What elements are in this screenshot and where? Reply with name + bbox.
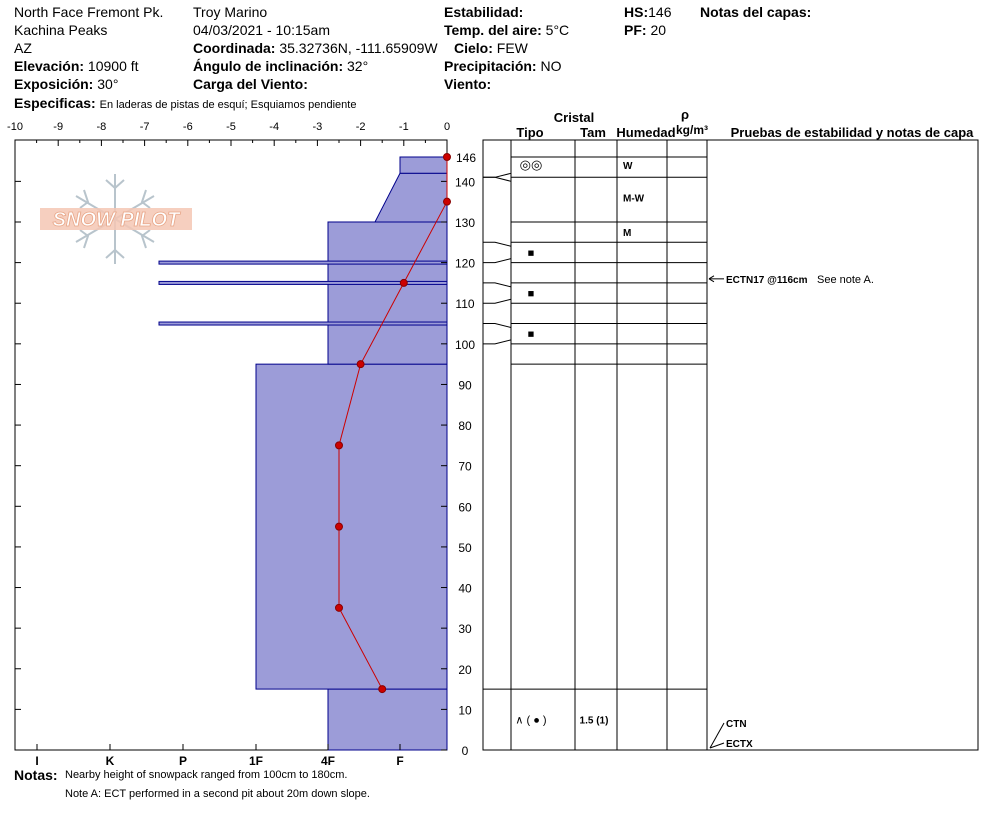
temp-point [336, 523, 343, 530]
layer-notes-label: Notas del capas: [700, 4, 812, 20]
air-temp-value: 5°C [545, 22, 570, 38]
temp-point [379, 686, 386, 693]
elevation-label: Elevación: [14, 58, 85, 74]
aspect-value: 30° [97, 76, 119, 92]
crystal-type: ◎◎ [519, 157, 543, 173]
test-label: ECTN17 @116cm [726, 274, 808, 286]
elevation [14, 58, 139, 74]
test-label: CTN [726, 719, 747, 730]
test-label: ECTX [726, 739, 753, 750]
hardness-tick-label: K [105, 754, 115, 768]
slope-label: Ángulo de inclinación: [193, 58, 344, 74]
layer-connector [483, 259, 511, 263]
thin-layer-0 [159, 261, 447, 264]
logo-text: SNOW PILOT [52, 209, 180, 231]
layer-connector [483, 173, 511, 177]
precip-label: Precipitación: [444, 58, 537, 74]
height-tick-label: 110 [455, 297, 475, 312]
coordinate [193, 40, 438, 56]
sky [454, 40, 528, 56]
header-type: Tipo [516, 125, 544, 140]
header-crystal: Cristal [553, 110, 595, 125]
height-tick-label: 100 [454, 337, 476, 352]
height-tick-label: 80 [458, 419, 472, 434]
precipitation [444, 58, 561, 74]
height-tick-label: 50 [458, 540, 472, 555]
wind-load-label: Carga del Viento: [193, 76, 308, 92]
aspect [14, 76, 118, 92]
header-density-unit: kg/m³ [675, 123, 709, 137]
specifics-label: Especificas: [14, 95, 96, 111]
crystal-type: ■ [527, 288, 535, 301]
sky-label: Cielo: [454, 40, 493, 56]
coord-value: 35.32736N, -111.65909W [279, 40, 438, 56]
layer-table [483, 107, 978, 750]
wind-load [193, 76, 308, 92]
specifics [14, 95, 356, 112]
temp-tick-label: -7 [139, 121, 150, 133]
height-tick-label: 70 [458, 459, 472, 474]
temp-point [336, 442, 343, 449]
hardness-tick-label: P [178, 754, 188, 768]
height-tick-label: 60 [458, 500, 472, 515]
temp-tick-label: -6 [182, 121, 193, 133]
height-tick-label: 120 [454, 256, 476, 271]
layer-connector [483, 324, 511, 328]
hs-value: 146 [648, 4, 672, 20]
temperature-axis [7, 121, 450, 146]
elevation-value: 10900 ft [87, 58, 139, 74]
aspect-label: Exposición: [14, 76, 94, 92]
hardness-layers [256, 157, 447, 750]
header-size: Tam [580, 125, 606, 140]
hardness-tick-label: F [396, 754, 404, 768]
coord-label: Coordinada: [193, 40, 276, 56]
table-rows [483, 157, 707, 727]
pf-label: PF: [624, 22, 647, 38]
range: Kachina Peaks [14, 22, 108, 38]
test-note: See note A. [817, 273, 874, 286]
hardness-layer-1 [256, 364, 447, 689]
layer-connector [483, 242, 511, 246]
crystal-size: 1.5 (1) [579, 715, 609, 727]
height-tick-label: 140 [454, 175, 476, 190]
temp-tick-label: -5 [226, 121, 236, 133]
temp-point [444, 198, 451, 205]
height-tick-label: 90 [458, 378, 472, 393]
hardness-tick-label: I [35, 754, 39, 768]
height-tick-label: 30 [458, 622, 472, 637]
stability [444, 4, 523, 20]
stability-label: Estabilidad: [444, 4, 524, 20]
crystal-type: ∧ ( ● ) [515, 714, 547, 727]
thin-layer-2 [159, 322, 447, 325]
pf [624, 22, 666, 38]
air-temp [444, 22, 569, 38]
hs [624, 4, 671, 20]
moisture: M-W [623, 193, 645, 205]
air-temp-label: Temp. del aire: [444, 22, 542, 38]
slope-angle [193, 58, 368, 74]
temp-point [444, 154, 451, 161]
wind [444, 76, 491, 92]
header-moisture: Humedad [616, 125, 676, 140]
height-top-label: 146 [455, 151, 477, 165]
hardness-layer-3 [375, 173, 447, 222]
pf-value: 20 [650, 22, 667, 38]
temp-tick-label: -1 [398, 121, 409, 133]
hardness-layer-2 [328, 222, 447, 364]
sky-value: FEW [496, 40, 528, 56]
height-tick-label: 130 [454, 215, 476, 230]
stability-tests [709, 274, 874, 750]
notes-line-1: Nearby height of snowpack ranged from 100cm to 180cm. [65, 769, 348, 781]
hardness-tick-label: 4F [320, 754, 336, 768]
notes-label: Notas: [14, 767, 58, 783]
height-tick-label: 10 [458, 703, 472, 718]
temp-point [400, 279, 407, 286]
temp-tick-label: -8 [96, 121, 107, 133]
header-tests: Pruebas de estabilidad y notas de capa [730, 125, 974, 140]
wind-label: Viento: [444, 76, 492, 92]
temp-tick-label: -10 [7, 121, 23, 133]
moisture: W [623, 161, 633, 173]
observer: Troy Marino [193, 4, 268, 20]
crystal-type: ■ [527, 328, 535, 341]
header-rho: ρ [680, 107, 690, 122]
datetime: 04/03/2021 - 10:15am [193, 22, 330, 38]
moisture: M [623, 228, 632, 240]
temp-tick-label: -3 [312, 121, 323, 133]
temp-tick-label: -4 [269, 121, 280, 133]
temp-tick-label: -9 [53, 121, 64, 133]
hs-label: HS: [624, 4, 649, 20]
layer-connector [483, 283, 511, 287]
notes-line-2: Note A: ECT performed in a second pit about 20m down slope. [65, 788, 370, 800]
temp-tick-label: -2 [355, 121, 366, 133]
hardness-layer-4 [400, 157, 447, 173]
state: AZ [14, 40, 32, 56]
temp-point [336, 604, 343, 611]
precip-value: NO [540, 58, 562, 74]
height-tick-label: 0 [461, 744, 469, 758]
hardness-tick-label: 1F [248, 754, 264, 768]
temp-point [357, 361, 364, 368]
snowpilot-logo [40, 174, 192, 264]
height-tick-label: 40 [458, 581, 472, 596]
location: North Face Fremont Pk. [14, 4, 164, 20]
hardness-layer-0 [328, 689, 447, 750]
temp-tick-label: 0 [443, 121, 451, 133]
crystal-type: ■ [527, 247, 535, 260]
layer-connector [483, 177, 511, 181]
specifics-value: En laderas de pistas de esquí; Esquiamos pendiente [99, 99, 357, 111]
layer-connector [483, 340, 511, 344]
height-tick-label: 20 [458, 662, 472, 677]
layer-connector [483, 299, 511, 303]
slope-value: 32° [347, 58, 369, 74]
